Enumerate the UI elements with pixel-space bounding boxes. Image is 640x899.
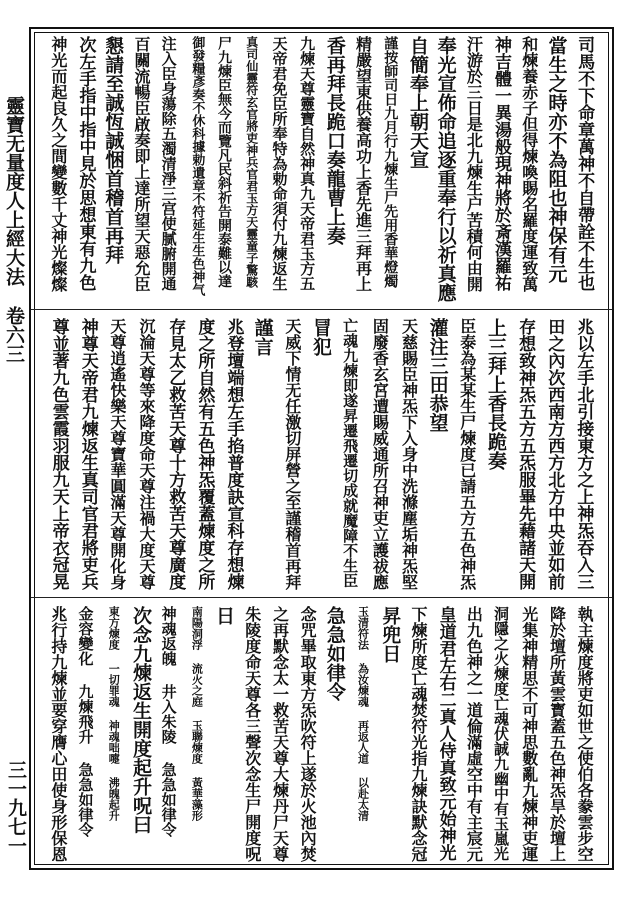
text-column: 尊並著九色雲霞羽服九天上帝衣冠晃 bbox=[48, 318, 69, 590]
book-title-text: 靈寶无量度人上經大法 bbox=[3, 96, 25, 286]
text-column: 汗游於三日是北九煉生户苦積何由開 bbox=[464, 36, 484, 292]
text-column: 當生之時亦不為阻也神保有元 bbox=[545, 36, 568, 283]
text-column: 南陽洞浮 流火之庭 玉聯煉度 黃華藻形 bbox=[190, 606, 204, 821]
text-column: 神光而起良久之間變數千丈神光燦燦 bbox=[48, 36, 68, 292]
text-column: 昇兜日 bbox=[379, 606, 402, 663]
text-column: 謹言 bbox=[251, 318, 274, 356]
text-column: 次左手指中指中見於思想東有九色 bbox=[75, 36, 96, 291]
text-column: 尸九煉臣無今而覽凡民斜祈告開泰難以達 bbox=[216, 36, 233, 288]
text-column: 懇請至誠恆誠悃首稽首再拜 bbox=[102, 36, 125, 264]
text-column: 謹按師司日九月行九煉生尸先用香華燈燭 bbox=[382, 36, 399, 288]
text-column: 奉光宣佈命追逐重奉行以祈真應 bbox=[434, 36, 457, 302]
text-column: 司馬不下命章萬神不自帶詮不生也 bbox=[574, 36, 595, 291]
text-column: 念咒畢取東方炁吹符上遂於火池內焚 bbox=[298, 606, 318, 862]
text-column: 東方煉度 一切罪魂 神魂咄嚏 沸魄起升 bbox=[107, 606, 121, 821]
text-column: 神吉體一異湯般現神將於斎漢羅祐 bbox=[491, 36, 512, 291]
text-column: 金容變化 九煉飛升 急急如律令 bbox=[76, 606, 95, 837]
text-column: 和煉養赤子但得煉喚賜名羅度運致萬 bbox=[519, 36, 539, 292]
text-column: 百關流暢臣啟奏即上達所望天惡允臣 bbox=[131, 36, 151, 292]
text-column: 臣泰為某某生尸煉度已請五方五色神炁 bbox=[457, 318, 477, 590]
section-divider bbox=[31, 309, 612, 310]
text-column: 上三拜上香長跪奏 bbox=[484, 318, 507, 470]
text-column: 光集神精思不可神思數亂九煉神吏運 bbox=[519, 606, 539, 862]
section-divider bbox=[31, 597, 612, 598]
text-column: 自簡奉上朝天宣 bbox=[406, 36, 429, 169]
text-column: 急急如律令 bbox=[323, 606, 346, 701]
text-column: 天帝君免臣所奉特為勅命須付九煉返生 bbox=[270, 36, 289, 291]
text-column: 次念九煉返生開度起升呪曰 bbox=[129, 606, 152, 834]
text-column: 亡魂九煉即遂昇遷飛遷切成就魔障不生臣 bbox=[341, 318, 360, 588]
text-column: 真司仙靈符玄官將吏神兵官君玉方天靈童子驚駭 bbox=[244, 36, 259, 288]
text-column: 沉淪天尊等來降度命天尊注禍大度天尊 bbox=[137, 318, 157, 590]
text-column: 玉清符法 為汝煉魂 再返人道 以赴太清 bbox=[356, 606, 370, 821]
page-number: 三一九七一 bbox=[5, 760, 27, 855]
text-column: 天尊逍遙快樂天尊寶華圓滿天尊開化身 bbox=[107, 318, 127, 590]
text-column: 御發糧彥奏不休科據勅遺章不符延生生色神气 bbox=[189, 36, 205, 296]
text-column: 日 bbox=[213, 606, 236, 625]
text-column: 灌注三田恭望 bbox=[426, 318, 449, 432]
text-column: 固廢香玄宮遭賜威通所召神吏立護祓應 bbox=[370, 318, 390, 590]
text-column: 注入臣身蕩除五濁清淨三宫使腻腑開通 bbox=[159, 36, 178, 291]
text-column: 皇道君左右二真人侍真致元始神光 bbox=[435, 606, 456, 861]
text-column: 九煉天尊靈寶自然神真九天帝君玉方五 bbox=[298, 36, 317, 291]
text-column: 朱陵度命天尊各三聲次念生尸開度呪 bbox=[242, 606, 262, 862]
text-column: 香再拜長跪口奏龍曹上奏 bbox=[323, 36, 346, 245]
text-column: 洞隱之火煉度亡魂伏誠九幽中有玉嵐光 bbox=[492, 606, 511, 861]
text-column: 降於壇所黃雲寳蓋五色神炁旱於壇上 bbox=[547, 606, 567, 862]
text-column: 精嚴望東供養高功上香先進三拜再上 bbox=[353, 36, 373, 292]
text-column: 天威下情无任激切屏營之至謹稽首再拜 bbox=[282, 318, 302, 590]
text-column: 兆行持九煉並要穿膺心田使身形保恩 bbox=[48, 606, 68, 862]
text-column: 執主煉度將吏如世之使伯各豢雲步空 bbox=[575, 606, 595, 862]
volume-label: 卷六三 bbox=[3, 306, 25, 363]
text-column: 天慈賜臣神炁下入身中洗滌塵垢神炁堅 bbox=[399, 318, 419, 590]
text-column: 兆以左手北引接東方之上神炁吞入三 bbox=[573, 318, 594, 590]
text-column: 之再默念太一救苦天尊大煉丹尸天尊 bbox=[270, 606, 290, 862]
book-title bbox=[3, 96, 25, 363]
text-column: 田之內次西南方西方北方中央並如前 bbox=[544, 318, 565, 590]
text-column: 存見太乙救苦天尊十方救苦天尊廣度 bbox=[165, 318, 186, 590]
text-column: 兆登壇端想左手掐普度訣宣科存想煉 bbox=[223, 318, 244, 590]
text-column: 冒犯 bbox=[310, 318, 332, 356]
text-column: 神尊天帝君九煉返生真司官君將吏兵 bbox=[77, 318, 98, 590]
text-column: 神魂返魄 井入朱陵 急急如律令 bbox=[159, 606, 178, 837]
text-column: 度之所自然有五色神炁覆蓋煉度之所 bbox=[194, 318, 215, 590]
text-column: 存想致神炁五方五炁服畢先藉諸天開 bbox=[515, 318, 536, 590]
text-column: 下煉所度亡魂焚符光指九煉訣默念冠 bbox=[408, 606, 428, 862]
text-column: 出九色神之一道倫滿虛空中有主宸元 bbox=[464, 606, 484, 862]
